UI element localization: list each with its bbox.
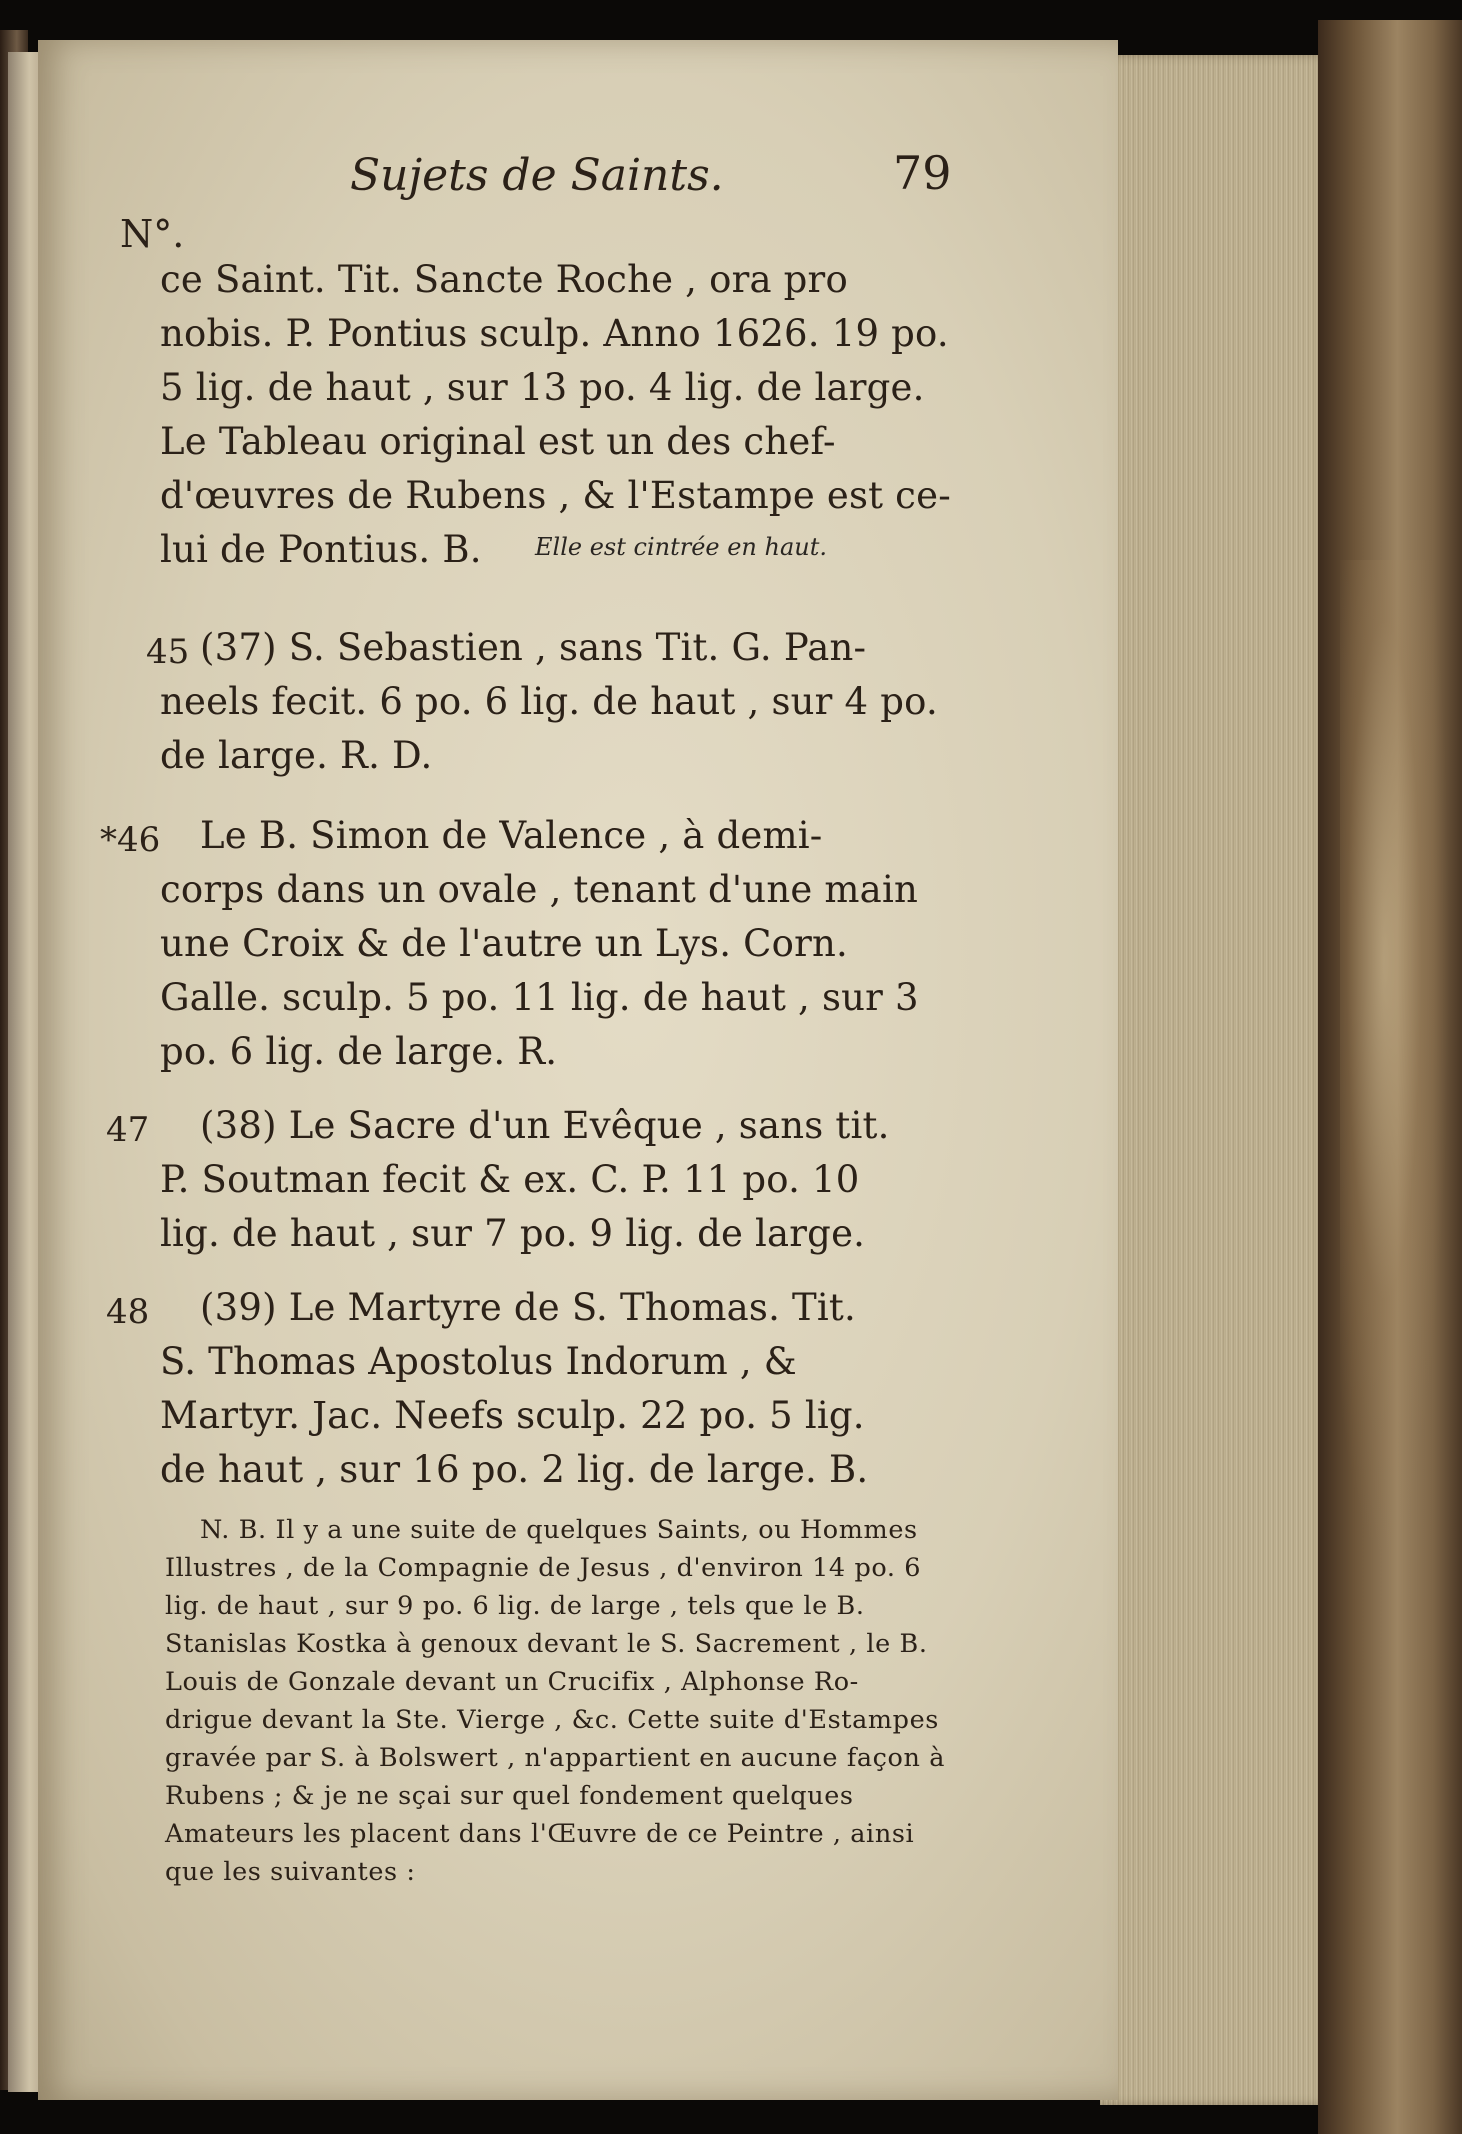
text-line: (37) S. Sebastien , sans Tit. G. Pan- xyxy=(200,626,867,669)
page-stack-fore-edge xyxy=(1100,55,1328,2105)
text-line: de haut , sur 16 po. 2 lig. de large. B. xyxy=(160,1448,869,1491)
note-line: Stanislas Kostka à genoux devant le S. Sacrement , le B. xyxy=(165,1629,928,1659)
text-line: po. 6 lig. de large. R. xyxy=(160,1030,558,1073)
entry-number: 45 xyxy=(146,632,190,672)
note-line: Rubens ; & je ne sçai sur quel fondement quelques xyxy=(165,1781,854,1811)
text-line: d'œuvres de Rubens , & l'Estampe est ce- xyxy=(160,474,951,517)
text-line: nobis. P. Pontius sculp. Anno 1626. 19 po. xyxy=(160,312,949,355)
text-line: de large. R. D. xyxy=(160,734,433,777)
page-number: 79 xyxy=(893,146,952,200)
entry-number: *46 xyxy=(100,820,161,860)
text-line: Galle. sculp. 5 po. 11 lig. de haut , sur 3 xyxy=(160,976,919,1019)
text-line: ce Saint. Tit. Sancte Roche , ora pro xyxy=(160,258,848,301)
text-line: corps dans un ovale , tenant d'une main xyxy=(160,868,919,911)
text-line: P. Soutman fecit & ex. C. P. 11 po. 10 xyxy=(160,1158,860,1201)
text-line: Le Tableau original est un des chef- xyxy=(160,420,836,463)
note-line: Louis de Gonzale devant un Crucifix , Alphonse Ro- xyxy=(165,1667,859,1697)
handwritten-annotation: Elle est cintrée en haut. xyxy=(535,533,828,561)
text-line: lui de Pontius. B. xyxy=(160,528,482,571)
text-line: (38) Le Sacre d'un Evêque , sans tit. xyxy=(200,1104,890,1147)
running-head: Sujets de Saints. xyxy=(350,150,724,201)
cover-marbling xyxy=(1340,560,1450,1560)
note-line: Illustres , de la Compagnie de Jesus , d'environ 14 po. 6 xyxy=(165,1553,922,1583)
text-line: Le B. Simon de Valence , à demi- xyxy=(200,814,823,857)
entry-number: 47 xyxy=(106,1110,150,1150)
note-line: que les suivantes : xyxy=(165,1857,416,1887)
note-line: N. B. Il y a une suite de quelques Saints, ou Hommes xyxy=(200,1515,918,1545)
margin-number-marker: N°. xyxy=(120,212,185,256)
note-line: Amateurs les placent dans l'Œuvre de ce Peintre , ainsi xyxy=(165,1819,915,1849)
text-line: (39) Le Martyre de S. Thomas. Tit. xyxy=(200,1286,856,1329)
entry-number: 48 xyxy=(106,1292,150,1332)
note-line: lig. de haut , sur 9 po. 6 lig. de large , tels que le B. xyxy=(165,1591,865,1621)
text-line: Martyr. Jac. Neefs sculp. 22 po. 5 lig. xyxy=(160,1394,865,1437)
text-line: 5 lig. de haut , sur 13 po. 4 lig. de large. xyxy=(160,366,925,409)
text-line: lig. de haut , sur 7 po. 9 lig. de large. xyxy=(160,1212,866,1255)
text-line: neels fecit. 6 po. 6 lig. de haut , sur 4 po. xyxy=(160,680,938,723)
note-line: gravée par S. à Bolswert , n'appartient en aucune façon à xyxy=(165,1743,946,1773)
text-line: une Croix & de l'autre un Lys. Corn. xyxy=(160,922,849,965)
note-line: drigue devant la Ste. Vierge , &c. Cette suite d'Estampes xyxy=(165,1705,939,1735)
text-line: S. Thomas Apostolus Indorum , & xyxy=(160,1340,797,1383)
